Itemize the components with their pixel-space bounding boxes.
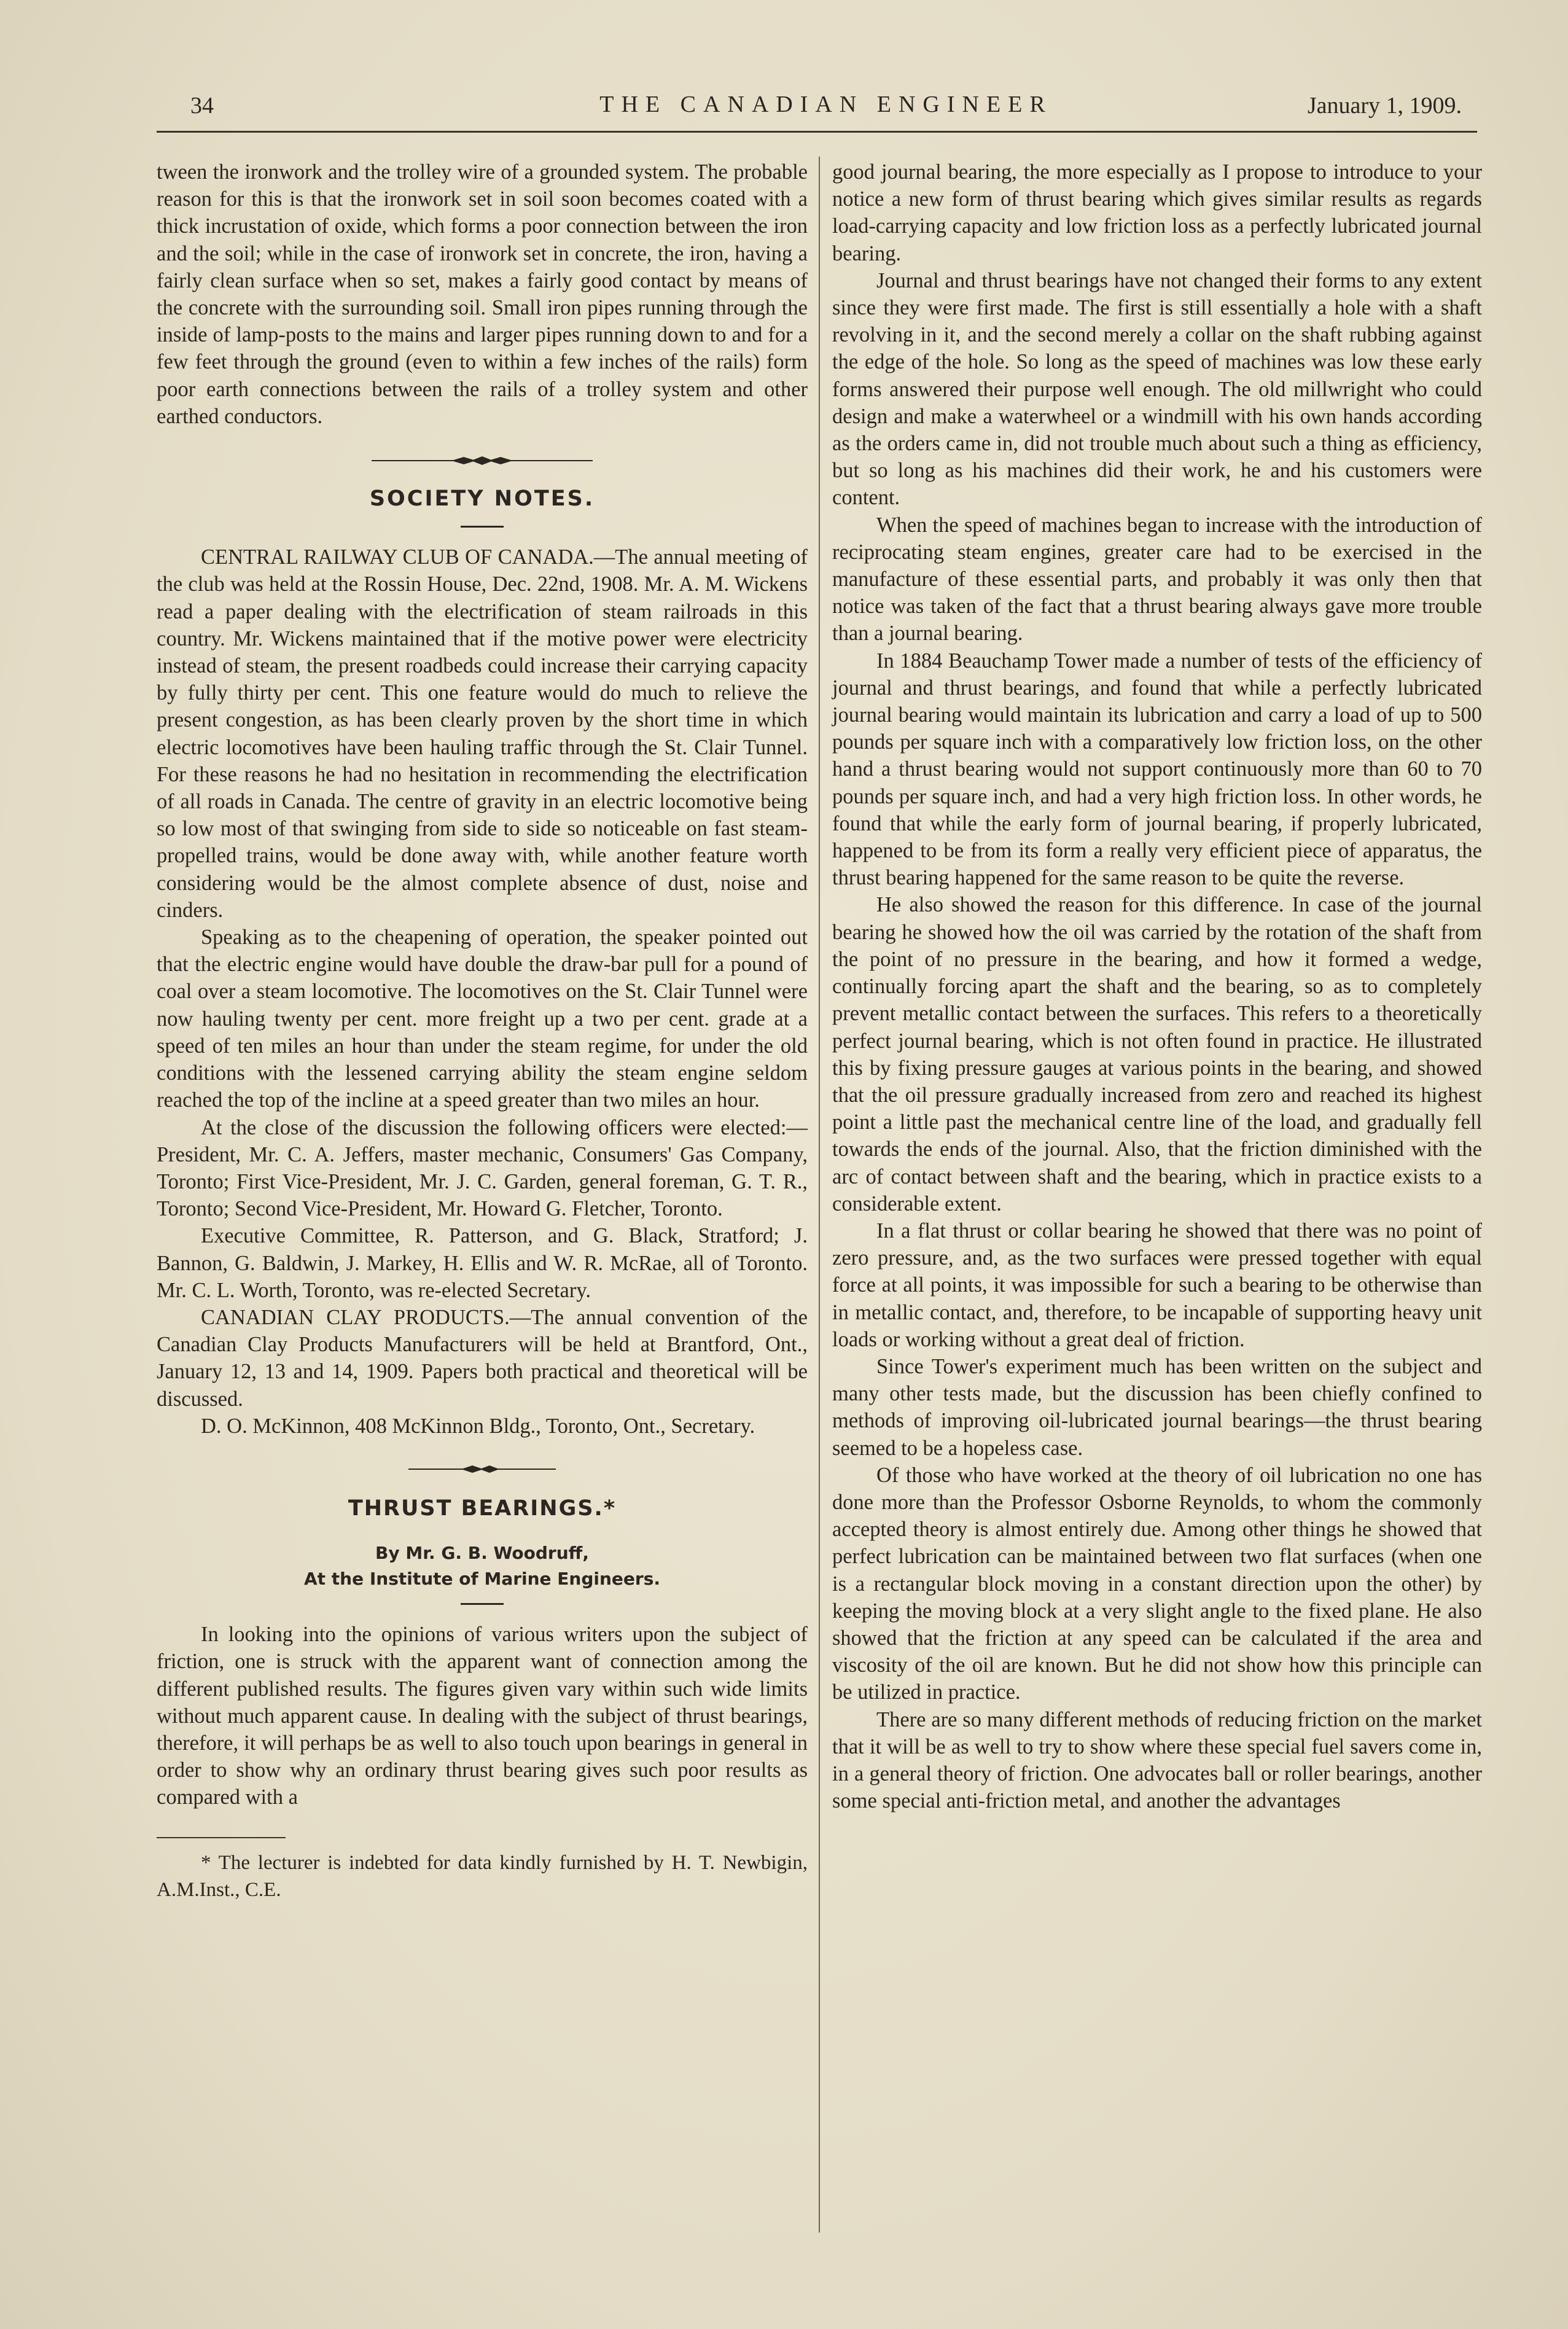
- section-ornament: [157, 437, 808, 473]
- footnote-rule: [157, 1837, 286, 1838]
- institute-byline: At the Institute of Marine Engineers.: [303, 1569, 661, 1590]
- body-paragraph: He also showed the reason for this difference. In case of the journal bearing he showed how the oil was carried by the rotation of the shaft from the point of no pressure in the bearing, and how it formed a wedge, continually forcing apart the shaft and the bearing, so as to completely prevent metallic contact between the surfaces. This refers to a theoretically perfect journal bearing, which is not often found in practice. He illustrated this by fixing pressure gauges at various points in the bearing, and showed that the oil pressure gradually increased from zero and reached its highest point a little past the mechanical centre line of the load, and gradually fell towards the ends of the journal. Also, that the friction diminished with the arc of contact between shaft and the bearing, which in practice exists to a considerable extent.: [832, 893, 1482, 1215]
- byline-underline: [461, 1603, 504, 1605]
- left-column: [157, 158, 808, 1903]
- section-ornament: [157, 1447, 808, 1483]
- body-paragraph: In a flat thrust or collar bearing he showed that there was no point of zero pressure, and, as the two surfaces were pressed together with equal force at all points, it was impossible for such a bearing to be otherwise than in metallic contact, and, therefore, to be incapable of supporting heavy unit loads or working without a great deal of friction.: [832, 1219, 1482, 1351]
- body-paragraph: There are so many different methods of reducing friction on the market that it will be as well to try to show where these special fuel savers come in, in a general theory of friction. One advocates ball or roller bearings, another some special anti-friction metal, and another the advantages: [832, 1707, 1482, 1813]
- body-paragraph: Of those who have worked at the theory of oil lubrication no one has done more than the Professor Osborne Reynolds, to whom the commonly accepted theory is almost entirely due. Among other things he showed that perfect lubrication can be maintained between two flat surfaces (when one is a rectangular block moving in a constant direction upon the other) by keeping the moving block at a very slight angle to the fixed plane. He also showed that the friction at any speed can be calculated if the area and viscosity of the oil are known. But he did not show how this principle can be utilized in practice.: [832, 1463, 1482, 1704]
- society-paragraph: At the close of the discussion the following officers were elected:—President, Mr. C. A. Jeffers, master mechanic, Consumers' Gas Company, Toronto; First Vice-President, Mr. J. C. Garden, general foreman, G. T. R., Toronto; Second Vice-President, Mr. Howard G. Fletcher, Toronto.: [157, 1115, 808, 1221]
- society-paragraph: Executive Committee, R. Patterson, and G. Black, Stratford; J. Bannon, G. Baldwin, J. Markey, H. Ellis and W. R. McRae, all of Toronto. Mr. C. L. Worth, Toronto, was re-elected Secretary.: [157, 1224, 808, 1302]
- society-paragraph: D. O. McKinnon, 408 McKinnon Bldg., Toronto, Ont., Secretary.: [201, 1414, 755, 1438]
- heading-underline: [461, 526, 504, 528]
- ornament-divider-icon: [408, 1447, 556, 1483]
- ornament-divider-icon: [372, 437, 593, 473]
- page-number: 34: [190, 93, 214, 119]
- society-notes-heading: SOCIETY NOTES.: [369, 486, 595, 512]
- body-paragraph: In 1884 Beauchamp Tower made a number of tests of the efficiency of journal and thrust bearings, and found that while a perfectly lubricated journal bearing would maintain its lubrication and carry a load of up to 500 pounds per square inch with a comparatively low friction loss, on the other hand a thrust bearing would not support continuously more than 60 to 70 pounds per square inch, and had a very high friction loss. In other words, he found that while the early form of journal bearing, if properly lubricated, happened to be from its form a really very efficient piece of apparatus, the thrust bearing happened for the same reason to be quite the reverse.: [832, 649, 1482, 890]
- right-column: [832, 158, 1482, 1814]
- society-paragraph: CENTRAL RAILWAY CLUB OF CANADA.—The annual meeting of the club was held at the Rossin House, Dec. 22nd, 1908. Mr. A. M. Wickens read a paper dealing with the electrification of steam railroads in this country. Mr. Wickens maintained that if the motive power were electricity instead of steam, the present roadbeds could increase their carrying capacity by fully thirty per cent. This one feature would do much to relieve the present congestion, as has been clearly proven by the short time in which electric locomotives have been hauling traffic through the St. Clair Tunnel. For these reasons he had no hesitation in recommending the electrification of all roads in Canada. The centre of gravity in an electric locomotive being so low most of that swinging from side to side so noticeable on fast steam-propelled trains, would be done away with, while another feature worth considering would be the almost complete absence of dust, noise and cinders.: [157, 545, 808, 922]
- body-paragraph: Journal and thrust bearings have not changed their forms to any extent since they were first made. The first is still essentially a hole with a shaft revolving in it, and the second merely a collar on the shaft rubbing against the edge of the hole. So long as the speed of machines was low these early forms answered their purpose well enough. The old millwright who could design and make a waterwheel or a windmill with his own hands according as the orders came in, did not trouble much about such a thing as efficiency, but so long as his machines did their work, he and his customers were content.: [832, 268, 1482, 510]
- publication-title: THE CANADIAN ENGINEER: [599, 92, 1053, 117]
- header-rule: [157, 131, 1477, 133]
- thrust-bearings-heading: THRUST BEARINGS.*: [348, 1496, 617, 1521]
- footnote-text: * The lecturer is indebted for data kindly furnished by H. T. Newbigin, A.M.Inst., C.E.: [157, 1851, 808, 1901]
- intro-paragraph: tween the ironwork and the trolley wire of a grounded system. The probable reason for this is that the ironwork set in soil soon becomes coated with a thick incrustation of oxide, which forms a poor connection between the iron and the soil; while in the case of ironwork set in concrete, the iron, having a fairly clean surface when so set, makes a fairly good contact by means of the concrete with the surrounding soil. Small iron pipes running through the inside of lamp-posts to the mains and larger pipes running down to and for a few feet through the ground (even to within a few inches of the rails) form poor earth connections between the rails of a trolley system and other earthed conductors.: [157, 160, 808, 428]
- author-byline: By Mr. G. B. Woodruff,: [375, 1543, 589, 1564]
- society-paragraph: CANADIAN CLAY PRODUCTS.—The annual convention of the Canadian Clay Products Manufacturers will be held at Brantford, Ont., January 12, 13 and 14, 1909. Papers both practical and theoretical will be discussed.: [157, 1305, 808, 1411]
- body-paragraph: good journal bearing, the more especially as I propose to introduce to your notice a new form of thrust bearing which gives similar results as regards load-carrying capacity and low friction loss as a perfectly lubricated journal bearing.: [832, 160, 1482, 265]
- issue-date: January 1, 1909.: [1307, 93, 1462, 119]
- body-paragraph: When the speed of machines began to increase with the introduction of reciprocating steam engines, greater care had to be exercised in the manufacture of these essential parts, and probably it was only then that notice was taken of the fact that a thrust bearing always gave more trouble than a journal bearing.: [832, 513, 1482, 646]
- page-header: [190, 85, 1462, 128]
- thrust-intro-paragraph: In looking into the opinions of various writers upon the subject of friction, one is struck with the apparent want of connection among the different published results. The figures given vary within such wide limits without much apparent cause. In dealing with the subject of thrust bearings, therefore, it will perhaps be as well to also touch upon bearings in general in order to show why an ordinary thrust bearing gives such poor results as compared with a: [157, 1623, 808, 1809]
- footnote: [157, 1849, 808, 1903]
- society-paragraph: Speaking as to the cheapening of operation, the speaker pointed out that the electric engine would have double the draw-bar pull for a pound of coal over a steam locomotive. The locomotives on the St. Clair Tunnel were now hauling twenty per cent. more freight up a two per cent. grade at a speed of ten miles an hour than under the steam regime, for under the old conditions with the lessened carrying ability the steam engine seldom reached the top of the incline at a speed greater than two miles an hour.: [157, 926, 808, 1112]
- body-paragraph: Since Tower's experiment much has been written on the subject and many other tests made, but the discussion has been chiefly confined to methods of improving oil-lubricated journal bearings—the thrust bearing seemed to be a hopeless case.: [832, 1354, 1482, 1460]
- column-divider: [819, 157, 820, 2233]
